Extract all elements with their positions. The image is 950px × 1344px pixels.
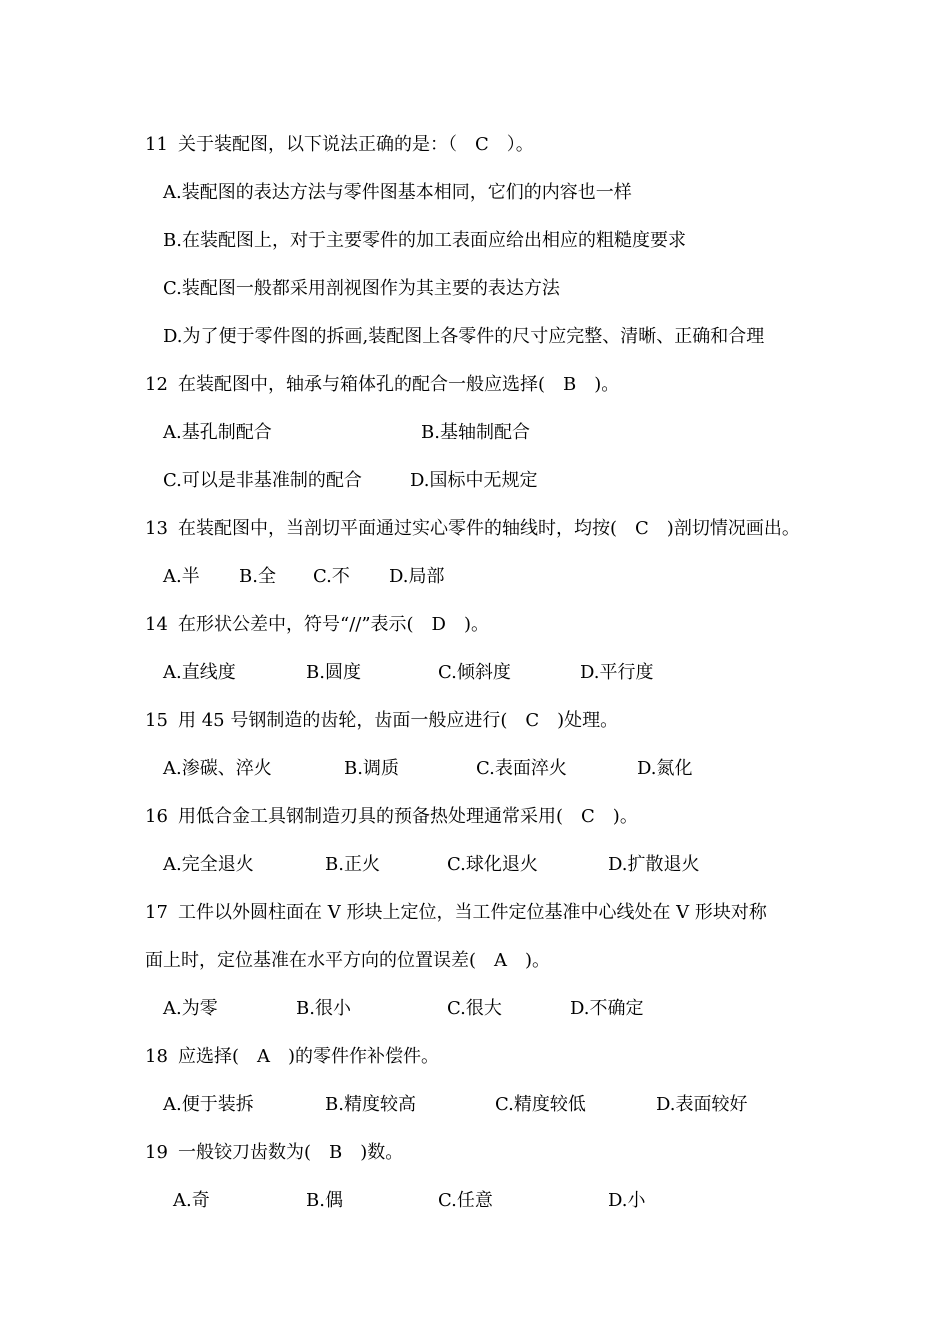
question-text: 在装配图中，轴承与箱体孔的配合一般应选择( B )。 — [178, 374, 620, 395]
option-c: C.任意 — [438, 1190, 493, 1211]
question-text: 用 45 号钢制造的齿轮，齿面一般应进行( C )处理。 — [178, 710, 619, 731]
option-c: C.可以是非基准制的配合 — [163, 470, 362, 491]
question-18 — [145, 1045, 439, 1069]
option-d: D.扩散退火 — [608, 854, 700, 875]
option-b: B.圆度 — [306, 662, 361, 683]
question-number: 18 — [145, 1046, 168, 1067]
option-row — [163, 853, 863, 997]
question-11 — [145, 133, 534, 157]
option-a: A.直线度 — [163, 662, 236, 683]
option-a: A.完全退火 — [163, 854, 254, 875]
question-text: 在装配图中，当剖切平面通过实心零件的轴线时，均按( C )剖切情况画出。 — [178, 518, 800, 539]
option-d: D.国标中无规定 — [410, 470, 538, 491]
question-number: 11 — [145, 134, 168, 155]
option-b: B.很小 — [296, 998, 351, 1019]
option-d: D.表面较好 — [656, 1094, 748, 1115]
option-row — [163, 1189, 863, 1333]
option-c: C.很大 — [447, 998, 502, 1019]
option-a: A.为零 — [163, 998, 218, 1019]
question-17-continued: 面上时，定位基准在水平方向的位置误差( A )。 — [145, 950, 551, 971]
question-16 — [145, 805, 638, 829]
option-line: B.在装配图上，对于主要零件的加工表面应给出相应的粗糙度要求 — [163, 230, 686, 251]
question-number: 13 — [145, 518, 168, 539]
question-number: 19 — [145, 1142, 168, 1163]
option-line: A.装配图的表达方法与零件图基本相同，它们的内容也一样 — [163, 182, 632, 203]
option-b: B.基轴制配合 — [421, 422, 530, 443]
option-a: A.便于装拆 — [163, 1094, 254, 1115]
option-d: D.氮化 — [637, 758, 693, 779]
option-a: A.基孔制配合 — [163, 422, 272, 443]
question-text: 在形状公差中，符号“//”表示( D )。 — [178, 614, 490, 635]
question-17 — [145, 901, 767, 925]
option-c: C.倾斜度 — [438, 662, 511, 683]
option-d: D.平行度 — [580, 662, 654, 683]
option-d: D.不确定 — [570, 998, 644, 1019]
option-c: C.不 — [313, 566, 350, 587]
question-19 — [145, 1141, 403, 1165]
question-text: 用低合金工具钢制造刃具的预备热处理通常采用( C )。 — [178, 806, 638, 827]
question-14 — [145, 613, 489, 637]
option-b: B.精度较高 — [325, 1094, 416, 1115]
question-text: 关于装配图，以下说法正确的是：（ C ）。 — [178, 134, 534, 155]
option-c: C.精度较低 — [495, 1094, 586, 1115]
option-line: D.为了便于零件图的拆画,装配图上各零件的尺寸应完整、清晰、正确和合理 — [163, 326, 765, 347]
option-a: A.渗碳、淬火 — [163, 758, 272, 779]
question-number: 16 — [145, 806, 168, 827]
question-number: 14 — [145, 614, 168, 635]
question-13 — [145, 517, 800, 541]
question-15 — [145, 709, 618, 733]
option-a: A.半 — [163, 566, 200, 587]
question-number: 15 — [145, 710, 168, 731]
question-number: 12 — [145, 374, 168, 395]
option-c: C.表面淬火 — [476, 758, 567, 779]
question-12 — [145, 373, 619, 397]
option-line: C.装配图一般都采用剖视图作为其主要的表达方法 — [163, 278, 560, 299]
question-number: 17 — [145, 902, 168, 923]
option-d: D.局部 — [389, 566, 445, 587]
question-text: 一般铰刀齿数为( B )数。 — [178, 1142, 404, 1163]
option-d: D.小 — [608, 1190, 646, 1211]
option-a: A.奇 — [173, 1190, 210, 1211]
option-c: C.球化退火 — [447, 854, 538, 875]
option-b: B.全 — [239, 566, 276, 587]
question-text: 工件以外圆柱面在 V 形块上定位，当工件定位基准中心线处在 V 形块对称 — [178, 902, 767, 923]
option-b: B.正火 — [325, 854, 380, 875]
question-text: 应选择( A )的零件作补偿件。 — [178, 1046, 440, 1067]
option-b: B.调质 — [344, 758, 399, 779]
option-b: B.偶 — [306, 1190, 343, 1211]
